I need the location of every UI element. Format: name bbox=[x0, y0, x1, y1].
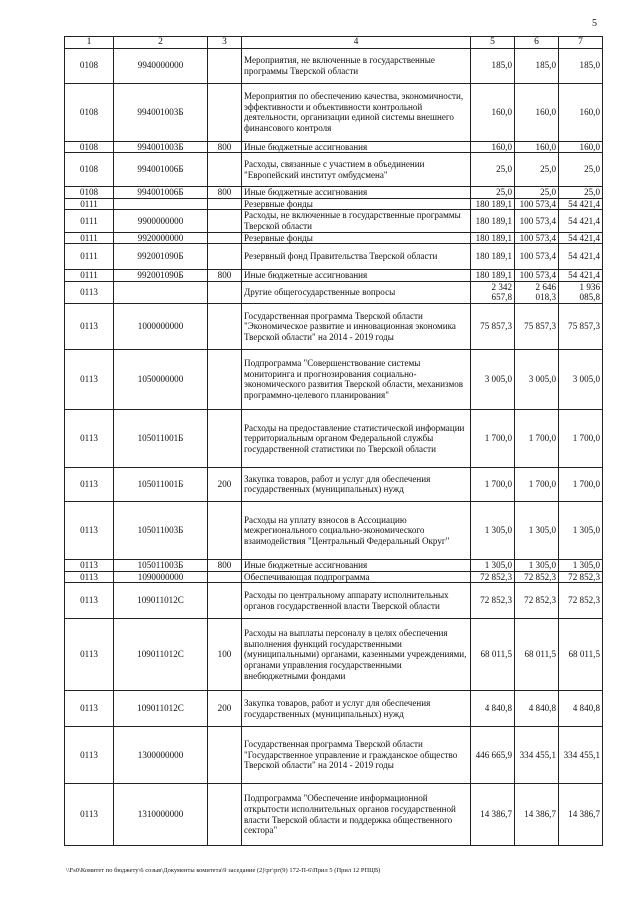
target-article-cell: 9940000000 bbox=[114, 48, 208, 83]
target-article-cell: 9920000000 bbox=[114, 232, 208, 244]
table-row bbox=[65, 619, 603, 691]
table-row bbox=[65, 349, 603, 409]
table-row bbox=[65, 244, 603, 270]
amount-year1-cell: 185,0 bbox=[471, 48, 515, 83]
section-code-cell: 0113 bbox=[65, 619, 114, 691]
table-body bbox=[65, 37, 603, 846]
target-article-cell: 992001090Б bbox=[114, 244, 208, 270]
section-code-cell: 0108 bbox=[65, 153, 114, 187]
table-row bbox=[65, 727, 603, 784]
amount-year2-cell: 25,0 bbox=[515, 187, 559, 199]
amount-year2-cell: 68 011,5 bbox=[515, 619, 559, 691]
expense-type-cell bbox=[208, 198, 242, 210]
amount-year1-cell: 72 852,3 bbox=[471, 571, 515, 583]
section-code-cell: 0108 bbox=[65, 187, 114, 199]
target-article-cell: 994001003Б bbox=[114, 83, 208, 141]
amount-year2-cell: 1 700,0 bbox=[515, 467, 559, 501]
target-article-cell: 994001006Б bbox=[114, 187, 208, 199]
table-row bbox=[65, 691, 603, 727]
expense-type-cell bbox=[208, 349, 242, 409]
amount-year3-cell: 54 421,4 bbox=[559, 244, 603, 270]
amount-year1-cell: 1 700,0 bbox=[471, 467, 515, 501]
amount-year2-cell: 160,0 bbox=[515, 83, 559, 141]
page-number: 5 bbox=[592, 18, 597, 29]
target-article-cell: 9900000000 bbox=[114, 210, 208, 232]
item-name-cell: Иные бюджетные ассигнования bbox=[242, 270, 471, 282]
item-name-cell: Расходы на выплаты персоналу в целях обеспечения выполнения функций государственными (муниципальными) органами, казенными учреждениями, органами управления государственными внебюджетными фондами bbox=[242, 619, 471, 691]
amount-year1-cell: 160,0 bbox=[471, 141, 515, 153]
expense-type-cell bbox=[208, 303, 242, 349]
table-row bbox=[65, 210, 603, 232]
amount-year1-cell: 1 305,0 bbox=[471, 501, 515, 559]
amount-year3-cell: 25,0 bbox=[559, 153, 603, 187]
amount-year1-cell: 4 840,8 bbox=[471, 691, 515, 727]
section-code-cell: 0111 bbox=[65, 210, 114, 232]
amount-year3-cell: 75 857,3 bbox=[559, 303, 603, 349]
table-row bbox=[65, 141, 603, 153]
target-article-cell bbox=[114, 198, 208, 210]
table-row bbox=[65, 232, 603, 244]
amount-year3-cell: 54 421,4 bbox=[559, 198, 603, 210]
section-code-cell: 0113 bbox=[65, 303, 114, 349]
amount-year2-cell: 1 305,0 bbox=[515, 501, 559, 559]
expense-type-cell bbox=[208, 48, 242, 83]
amount-year2-cell: 160,0 bbox=[515, 141, 559, 153]
item-name-cell: Мероприятия, не включенные в государственные программы Тверской области bbox=[242, 48, 471, 83]
expense-type-cell bbox=[208, 501, 242, 559]
expense-type-cell bbox=[208, 583, 242, 619]
amount-year1-cell: 1 305,0 bbox=[471, 559, 515, 571]
amount-year1-cell: 68 011,5 bbox=[471, 619, 515, 691]
table-row bbox=[65, 784, 603, 846]
expense-type-cell: 800 bbox=[208, 187, 242, 199]
item-name-cell: Подпрограмма "Совершенствование системы мониторинга и прогнозирования социально-экономического развития Тверской области, механизмов программно-целевого планирования" bbox=[242, 349, 471, 409]
amount-year3-cell: 1 700,0 bbox=[559, 467, 603, 501]
header-cell: 5 bbox=[471, 37, 515, 49]
table-row bbox=[65, 409, 603, 467]
amount-year2-cell: 3 005,0 bbox=[515, 349, 559, 409]
table-row bbox=[65, 198, 603, 210]
item-name-cell: Подпрограмма "Обеспечение информационной открытости исполнительных органов государственной власти Тверской области и поддержка общественного сектора" bbox=[242, 784, 471, 846]
section-code-cell: 0113 bbox=[65, 784, 114, 846]
amount-year2-cell: 100 573,4 bbox=[515, 232, 559, 244]
section-code-cell: 0108 bbox=[65, 48, 114, 83]
expense-type-cell bbox=[208, 244, 242, 270]
amount-year1-cell: 25,0 bbox=[471, 153, 515, 187]
budget-table bbox=[64, 36, 603, 846]
expense-type-cell: 200 bbox=[208, 467, 242, 501]
header-cell: 3 bbox=[208, 37, 242, 49]
section-code-cell: 0111 bbox=[65, 270, 114, 282]
expense-type-cell bbox=[208, 83, 242, 141]
amount-year3-cell: 1 700,0 bbox=[559, 409, 603, 467]
target-article-cell: 1310000000 bbox=[114, 784, 208, 846]
target-article-cell: 109011012С bbox=[114, 691, 208, 727]
item-name-cell: Резервный фонд Правительства Тверской области bbox=[242, 244, 471, 270]
section-code-cell: 0113 bbox=[65, 691, 114, 727]
section-code-cell: 0113 bbox=[65, 349, 114, 409]
amount-year1-cell: 25,0 bbox=[471, 187, 515, 199]
table-row bbox=[65, 501, 603, 559]
amount-year2-cell: 14 386,7 bbox=[515, 784, 559, 846]
amount-year2-cell: 334 455,1 bbox=[515, 727, 559, 784]
expense-type-cell bbox=[208, 727, 242, 784]
amount-year3-cell: 185,0 bbox=[559, 48, 603, 83]
expense-type-cell bbox=[208, 571, 242, 583]
target-article-cell: 992001090Б bbox=[114, 270, 208, 282]
section-code-cell: 0113 bbox=[65, 571, 114, 583]
amount-year3-cell: 1 936 085,8 bbox=[559, 281, 603, 303]
target-article-cell: 1300000000 bbox=[114, 727, 208, 784]
section-code-cell: 0113 bbox=[65, 409, 114, 467]
section-code-cell: 0111 bbox=[65, 244, 114, 270]
amount-year1-cell: 75 857,3 bbox=[471, 303, 515, 349]
target-article-cell: 105011003Б bbox=[114, 501, 208, 559]
item-name-cell: Государственная программа Тверской области "Государственное управление и гражданское общество Тверской области" на 2014 - 2019 годы bbox=[242, 727, 471, 784]
header-cell: 1 bbox=[65, 37, 114, 49]
item-name-cell: Государственная программа Тверской области "Экономическое развитие и инновационная экономика Тверской области" на 2014 - 2019 годы bbox=[242, 303, 471, 349]
section-code-cell: 0113 bbox=[65, 727, 114, 784]
amount-year2-cell: 100 573,4 bbox=[515, 210, 559, 232]
amount-year3-cell: 54 421,4 bbox=[559, 210, 603, 232]
table-row bbox=[65, 559, 603, 571]
target-article-cell: 994001003Б bbox=[114, 141, 208, 153]
expense-type-cell: 800 bbox=[208, 559, 242, 571]
table-row bbox=[65, 571, 603, 583]
amount-year2-cell: 100 573,4 bbox=[515, 244, 559, 270]
item-name-cell: Мероприятия по обеспечению качества, экономичности, эффективности и объективности контрольной деятельности, организации единой системы внешнего финансового контроля bbox=[242, 83, 471, 141]
target-article-cell: 105011001Б bbox=[114, 409, 208, 467]
item-name-cell: Расходы на предоставление статистической информации территориальным органом Федеральной службы государственной статистики по Тверской области bbox=[242, 409, 471, 467]
expense-type-cell: 800 bbox=[208, 270, 242, 282]
table-row bbox=[65, 48, 603, 83]
table-row bbox=[65, 83, 603, 141]
expense-type-cell bbox=[208, 281, 242, 303]
item-name-cell: Расходы на уплату взносов в Ассоциацию межрегионального социально-экономического взаимодействия "Центральный Федеральный Округ" bbox=[242, 501, 471, 559]
item-name-cell: Иные бюджетные ассигнования bbox=[242, 141, 471, 153]
amount-year2-cell: 2 646 018,3 bbox=[515, 281, 559, 303]
header-cell: 6 bbox=[515, 37, 559, 49]
section-code-cell: 0113 bbox=[65, 559, 114, 571]
amount-year1-cell: 14 386,7 bbox=[471, 784, 515, 846]
target-article-cell: 1090000000 bbox=[114, 571, 208, 583]
amount-year1-cell: 180 189,1 bbox=[471, 270, 515, 282]
amount-year3-cell: 4 840,8 bbox=[559, 691, 603, 727]
target-article-cell: 109011012С bbox=[114, 619, 208, 691]
amount-year1-cell: 180 189,1 bbox=[471, 244, 515, 270]
amount-year2-cell: 72 852,3 bbox=[515, 571, 559, 583]
section-code-cell: 0111 bbox=[65, 232, 114, 244]
amount-year3-cell: 160,0 bbox=[559, 141, 603, 153]
table-row bbox=[65, 303, 603, 349]
section-code-cell: 0108 bbox=[65, 141, 114, 153]
item-name-cell: Расходы по центральному аппарату исполнительных органов государственной власти Тверской области bbox=[242, 583, 471, 619]
header-cell: 2 bbox=[114, 37, 208, 49]
amount-year2-cell: 72 852,3 bbox=[515, 583, 559, 619]
item-name-cell: Закупка товаров, работ и услуг для обеспечения государственных (муниципальных) нужд bbox=[242, 691, 471, 727]
item-name-cell: Иные бюджетные ассигнования bbox=[242, 187, 471, 199]
item-name-cell: Иные бюджетные ассигнования bbox=[242, 559, 471, 571]
amount-year3-cell: 1 305,0 bbox=[559, 501, 603, 559]
header-cell: 7 bbox=[559, 37, 603, 49]
amount-year3-cell: 72 852,3 bbox=[559, 571, 603, 583]
expense-type-cell bbox=[208, 153, 242, 187]
amount-year2-cell: 100 573,4 bbox=[515, 198, 559, 210]
amount-year1-cell: 446 665,9 bbox=[471, 727, 515, 784]
item-name-cell: Закупка товаров, работ и услуг для обеспечения государственных (муниципальных) нужд bbox=[242, 467, 471, 501]
expense-type-cell bbox=[208, 409, 242, 467]
amount-year1-cell: 180 189,1 bbox=[471, 210, 515, 232]
item-name-cell: Резервные фонды bbox=[242, 198, 471, 210]
section-code-cell: 0108 bbox=[65, 83, 114, 141]
header-row bbox=[65, 37, 603, 49]
amount-year1-cell: 72 852,3 bbox=[471, 583, 515, 619]
expense-type-cell bbox=[208, 232, 242, 244]
amount-year1-cell: 3 005,0 bbox=[471, 349, 515, 409]
section-code-cell: 0113 bbox=[65, 467, 114, 501]
expense-type-cell: 800 bbox=[208, 141, 242, 153]
section-code-cell: 0113 bbox=[65, 583, 114, 619]
amount-year1-cell: 180 189,1 bbox=[471, 198, 515, 210]
amount-year3-cell: 25,0 bbox=[559, 187, 603, 199]
amount-year2-cell: 75 857,3 bbox=[515, 303, 559, 349]
target-article-cell bbox=[114, 281, 208, 303]
target-article-cell: 1000000000 bbox=[114, 303, 208, 349]
target-article-cell: 105011001Б bbox=[114, 467, 208, 501]
section-code-cell: 0113 bbox=[65, 501, 114, 559]
item-name-cell: Расходы, связанные с участием в объединении "Европейский институт омбудсмена" bbox=[242, 153, 471, 187]
amount-year2-cell: 185,0 bbox=[515, 48, 559, 83]
amount-year3-cell: 1 305,0 bbox=[559, 559, 603, 571]
item-name-cell: Расходы, не включенные в государственные программы Тверской области bbox=[242, 210, 471, 232]
table-row bbox=[65, 270, 603, 282]
section-code-cell: 0113 bbox=[65, 281, 114, 303]
expense-type-cell bbox=[208, 784, 242, 846]
table-row bbox=[65, 583, 603, 619]
amount-year3-cell: 68 011,5 bbox=[559, 619, 603, 691]
amount-year1-cell: 1 700,0 bbox=[471, 409, 515, 467]
amount-year3-cell: 3 005,0 bbox=[559, 349, 603, 409]
expense-type-cell bbox=[208, 210, 242, 232]
table-row bbox=[65, 467, 603, 501]
target-article-cell: 1050000000 bbox=[114, 349, 208, 409]
target-article-cell: 105011003Б bbox=[114, 559, 208, 571]
item-name-cell: Обеспечивающая подпрограмма bbox=[242, 571, 471, 583]
amount-year1-cell: 180 189,1 bbox=[471, 232, 515, 244]
amount-year2-cell: 1 305,0 bbox=[515, 559, 559, 571]
expense-type-cell: 200 bbox=[208, 691, 242, 727]
target-article-cell: 994001006Б bbox=[114, 153, 208, 187]
table-row bbox=[65, 281, 603, 303]
amount-year3-cell: 72 852,3 bbox=[559, 583, 603, 619]
target-article-cell: 109011012С bbox=[114, 583, 208, 619]
amount-year3-cell: 334 455,1 bbox=[559, 727, 603, 784]
amount-year3-cell: 160,0 bbox=[559, 83, 603, 141]
file-path-footer: \\Fs0\Комитет по бюджету\6 созыв\Документы комитета\9 заседание (2)\рг\рг(9) 172-П-6\Прил 5 (Прил 12 РПЦВ) bbox=[66, 867, 381, 874]
header-cell: 4 bbox=[242, 37, 471, 49]
amount-year2-cell: 100 573,4 bbox=[515, 270, 559, 282]
amount-year3-cell: 54 421,4 bbox=[559, 232, 603, 244]
amount-year3-cell: 54 421,4 bbox=[559, 270, 603, 282]
amount-year1-cell: 2 342 657,8 bbox=[471, 281, 515, 303]
item-name-cell: Другие общегосударственные вопросы bbox=[242, 281, 471, 303]
table-row bbox=[65, 187, 603, 199]
amount-year3-cell: 14 386,7 bbox=[559, 784, 603, 846]
expense-type-cell: 100 bbox=[208, 619, 242, 691]
section-code-cell: 0111 bbox=[65, 198, 114, 210]
amount-year2-cell: 4 840,8 bbox=[515, 691, 559, 727]
amount-year2-cell: 25,0 bbox=[515, 153, 559, 187]
amount-year1-cell: 160,0 bbox=[471, 83, 515, 141]
table-row bbox=[65, 153, 603, 187]
item-name-cell: Резервные фонды bbox=[242, 232, 471, 244]
amount-year2-cell: 1 700,0 bbox=[515, 409, 559, 467]
